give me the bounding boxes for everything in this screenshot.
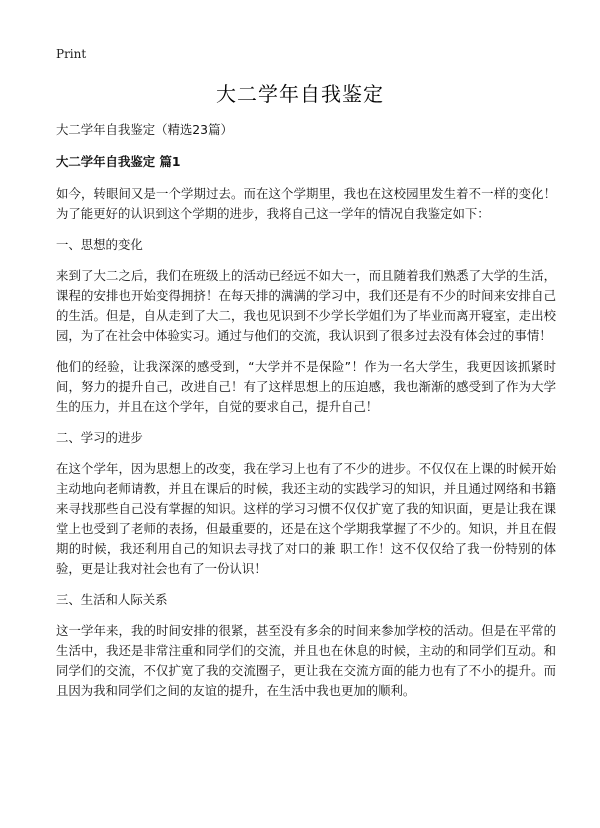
print-link[interactable]: Print: [56, 47, 87, 61]
paragraph-thought-2: 他们的经验，让我深深的感受到，“大学并不是保险”！作为一名大学生，我更因该抓紧时间，努力的提升自己，改进自己！有了这样思想上的压迫感，我也渐渐的感受到了作为大学生的压力，并且在这个学年，自觉的要求自己，提升自己！: [56, 359, 556, 414]
paragraph-life: 这一学年来，我的时间安排的很紧，甚至没有多余的时间来参加学校的活动。但是在平常的生活中，我还是非常注重和同学们的交流，并且也在休息的时候，主动的和同学们互动。和同学们的交流，不仅扩宽了我的交流圈子，更让我在交流方面的能力也有了不小的提升。而且因为我和同学们之间的友谊的提升，在生活中我也更加的顺利。: [56, 623, 556, 698]
document-subtitle: 大二学年自我鉴定（精选23篇）: [56, 122, 233, 137]
heading-thought-change: 一、思想的变化: [56, 237, 143, 252]
paragraph-thought-1: 来到了大二之后，我们在班级上的活动已经远不如大一，而且随着我们熟悉了大学的生活，课程的安排也开始变得拥挤！在每天排的满满的学习中，我们还是有不少的时间来安排自己的生活。但是，自从走到了大二，我也见识到不少学长学姐们为了毕业而离开寝室，走出校园，为了在社会中体验实习。通过与他们的交流，我认识到了很多过去没有体会过的事情！: [56, 268, 556, 343]
heading-life-relations: 三、生活和人际关系: [56, 592, 168, 607]
paragraph-study: 在这个学年，因为思想上的改变，我在学习上也有了不少的进步。不仅仅在上课的时候开始主动地向老师请教，并且在课后的时候，我还主动的实践学习的知识，并且通过网络和书籍来寻找那些自己没有掌握的知识。这样的学习习惯不仅仅扩宽了我的知识面，更是让我在课堂上也受到了老师的表扬，但最重要的，还是在这个学期我掌握了不少的。知识，并且在假期的时候，我还利用自己的知识去寻找了对口的兼 职工作！这不仅仅给了我一份特别的体验，更是让我对社会也有了一份认识！: [56, 461, 556, 576]
document-body: [56, 120, 556, 712]
section-title: 大二学年自我鉴定 篇1: [56, 154, 181, 169]
page-title: 大二学年自我鉴定: [216, 82, 384, 106]
intro-paragraph: 如今，转眼间又是一个学期过去。而在这个学期里，我也在这校园里发生着不一样的变化！为了能更好的认识到这个学期的进步，我将自己这一学年的情况自我鉴定如下：: [56, 186, 556, 221]
heading-study-progress: 二、学习的进步: [56, 430, 143, 445]
